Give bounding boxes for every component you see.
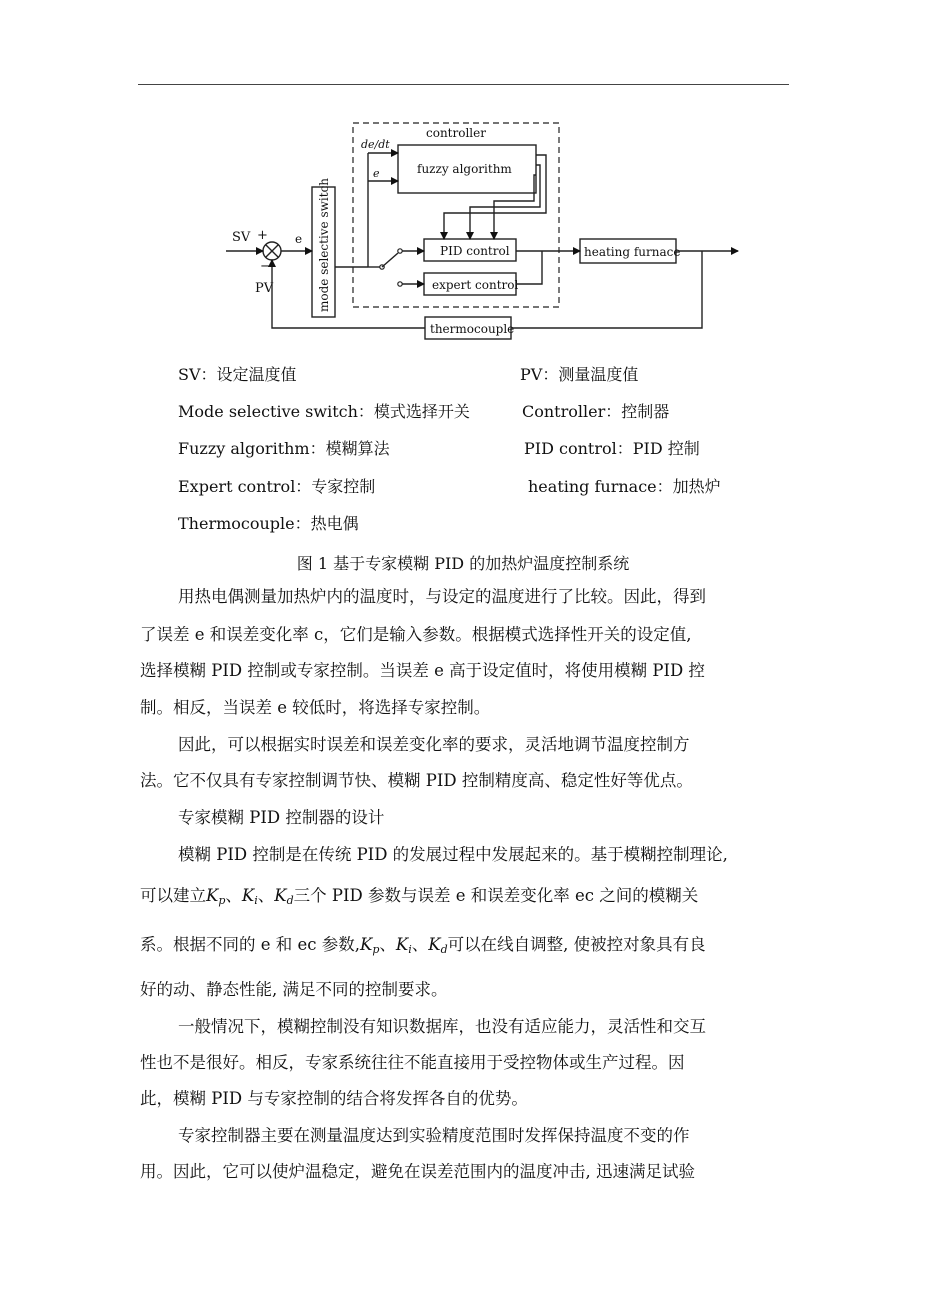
minus-sign: − [260,259,271,274]
heating-furnace-label: heating furnace [584,245,681,259]
body-line: 一般情况下，模糊控制没有知识数据库，也没有适应能力，灵活性和交互 [178,1017,706,1036]
body-line: 性也不是很好。相反，专家系统往往不能直接用于受控物体或生产过程。因 [140,1053,685,1072]
pv-label: PV [255,281,274,296]
body-line: 此，模糊 PID 与专家控制的结合将发挥各自的优势。 [140,1089,528,1108]
legend-fuzzy: Fuzzy algorithm：模糊算法 [178,439,390,458]
legend-sv: SV：设定温度值 [178,365,297,384]
body-line: 好的动、静态性能, 满足不同的控制要求。 [140,980,448,999]
figure-caption: 图 1 基于专家模糊 PID 的加热炉温度控制系统 [296,554,630,573]
plus-sign: + [257,228,268,243]
sv-label: SV [232,230,251,245]
body-line-with-math: 系。根据不同的 e 和 ec 参数$,K_p$、$K_i$、$K_d$可以在线自调整, 使被控对象具有良 [140,935,706,956]
body-line: 专家控制器主要在测量温度达到实验精度范围时发挥保持温度不变的作 [178,1126,690,1145]
legend-pv: PV：测量温度值 [520,365,639,384]
body-line: 制。相反，当误差 e 较低时，将选择专家控制。 [140,698,491,717]
legend-pid: PID control：PID 控制 [524,439,700,458]
body-line: 选择模糊 PID 控制或专家控制。当误差 e 高于设定值时，将使用模糊 PID 控 [140,661,705,680]
section-heading: 专家模糊 PID 控制器的设计 [178,808,385,827]
legend-furnace: heating furnace：加热炉 [528,477,721,496]
legend-expert: Expert control：专家控制 [178,477,376,496]
body-line: 模糊 PID 控制是在传统 PID 的发展过程中发展起来的。基于模糊控制理论, [178,845,728,864]
fuzzy-algorithm-label: fuzzy algorithm [417,162,512,176]
e-input-label: e [373,167,380,180]
body-line: 用。因此，它可以使炉温稳定，避免在误差范围内的温度冲击, 迅速满足试验 [140,1162,695,1181]
controller-label: controller [426,126,486,140]
expert-control-label: expert control [432,278,519,292]
body-line: 用热电偶测量加热炉内的温度时，与设定的温度进行了比较。因此，得到 [178,587,706,606]
dedt-label: de/dt [361,138,390,151]
error-e-label: e [295,232,303,246]
body-line: 了误差 e 和误差变化率 c，它们是输入参数。根据模式选择性开关的设定值, [140,625,692,644]
legend-thermocouple: Thermocouple：热电偶 [178,514,359,533]
mode-selective-switch-label: mode selective switch [317,177,331,312]
body-line-with-math: 可以建立$K_p$、$K_i$、$K_d$三个 PID 参数与误差 e 和误差变化率 ec 之间的模糊关 [140,886,699,907]
body-line: 因此，可以根据实时误差和误差变化率的要求，灵活地调节温度控制方 [178,735,690,754]
legend-mode-switch: Mode selective switch：模式选择开关 [178,402,470,421]
pid-control-label: PID control [440,244,510,258]
header-rule [138,84,789,85]
legend-controller: Controller：控制器 [522,402,670,421]
thermocouple-label: thermocouple [430,322,515,336]
control-system-diagram [222,117,742,349]
body-line: 法。它不仅具有专家控制调节快、模糊 PID 控制精度高、稳定性好等优点。 [140,771,693,790]
